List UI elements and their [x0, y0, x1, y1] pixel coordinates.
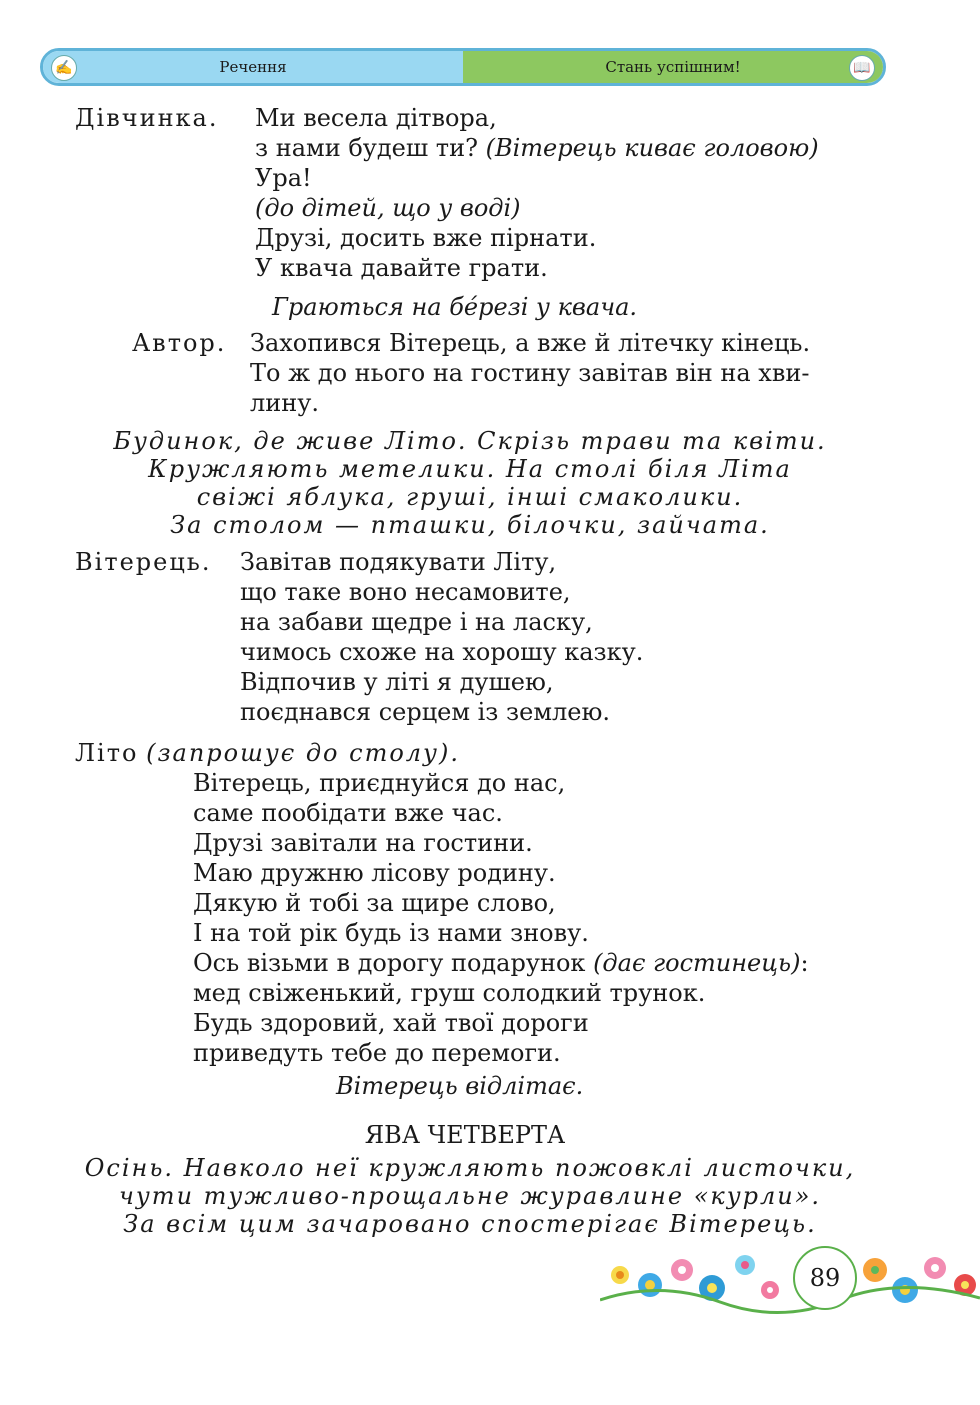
- stage-direction: Граються на бéрезі у квача.: [272, 293, 638, 321]
- pen-icon: ✍: [51, 55, 77, 81]
- speaker-viterets: Вітерець.: [75, 548, 212, 576]
- header-left-label: Речення: [219, 58, 287, 76]
- speaker-lito: Літо: [75, 739, 139, 767]
- speaker-author: Автор.: [132, 329, 227, 357]
- header-section-right: [463, 51, 883, 83]
- setting-line: За всім цим зачаровано спостерігає Вітерець.: [123, 1210, 817, 1238]
- verse-line: Будь здоровий, хай твої дороги: [193, 1009, 589, 1037]
- flower-icon: [735, 1255, 755, 1275]
- flower-icon: [638, 1273, 662, 1297]
- flower-icon: [892, 1277, 918, 1303]
- verse-line: Завітав подякувати Літу,: [240, 548, 557, 576]
- page-number: 89: [793, 1246, 857, 1310]
- verse-line: І на той рік будь із нами знову.: [193, 919, 589, 947]
- verse-line: Ура!: [255, 164, 312, 192]
- flower-icon: [611, 1266, 629, 1284]
- flower-icon: [924, 1257, 946, 1279]
- verse-line: Вітерець, приєднуйся до нас,: [193, 769, 566, 797]
- verse-line: Друзі, досить вже пірнати.: [255, 224, 597, 252]
- setting-line: Будинок, де живе Літо. Скрізь трави та квіти.: [113, 427, 827, 455]
- setting-line: чути тужливо-прощальне журавлине «курли».: [118, 1182, 822, 1210]
- setting-line: Кружляють метелики. На столі біля Літа: [148, 455, 792, 483]
- setting-line: свіжі яблука, груші, інші смаколики.: [196, 483, 744, 511]
- verse-line: що таке воно несамовите,: [240, 578, 571, 606]
- verse-line: То ж до нього на гостину завітав він на хви-: [250, 359, 810, 387]
- verse-line: приведуть тебе до перемоги.: [193, 1039, 561, 1067]
- stage-direction: (запрошує до столу).: [146, 739, 460, 767]
- verse-line: Відпочив у літі я душею,: [240, 668, 554, 696]
- verse-line: на забави щедре і на ласку,: [240, 608, 593, 636]
- verse-line: чимось схоже на хорошу казку.: [240, 638, 644, 666]
- verse-line: Ми весела дітвора,: [255, 104, 497, 132]
- speaker-divchynka: Дівчинка.: [75, 104, 219, 132]
- verse-line: з нами будеш ти? (Вітерець киває головою): [255, 134, 819, 162]
- verse-line: Дякую й тобі за щире слово,: [193, 889, 556, 917]
- act-heading: ЯВА ЧЕТВЕРТА: [364, 1121, 566, 1149]
- verse-line: саме пообідати вже час.: [193, 799, 503, 827]
- header-section-left: [43, 51, 463, 83]
- flower-border-decoration: [600, 1240, 980, 1320]
- flower-icon: [863, 1258, 887, 1282]
- header-right-label: Стань успішним!: [605, 58, 741, 76]
- setting-line: За столом — пташки, білочки, зайчата.: [170, 511, 770, 539]
- stage-direction: Вітерець відлітає.: [336, 1072, 584, 1100]
- verse-line: У квача давайте грати.: [255, 254, 548, 282]
- verse-line: мед свіженький, груш солодкий трунок.: [193, 979, 706, 1007]
- page-header: [40, 48, 886, 86]
- flower-icon: [761, 1281, 779, 1299]
- speaker-lito-line: [75, 738, 460, 768]
- verse-line: Ось візьми в дорогу подарунок (дає гостинець):: [193, 949, 809, 977]
- verse-line: Друзі завітали на гостини.: [193, 829, 533, 857]
- book-icon: 📖: [849, 55, 875, 81]
- flower-icon: [671, 1259, 693, 1281]
- verse-line: поєднався серцем із землею.: [240, 698, 610, 726]
- verse-line: Маю дружню лісову родину.: [193, 859, 556, 887]
- verse-line: лину.: [250, 389, 319, 417]
- stage-direction: (до дітей, що у воді): [255, 194, 521, 222]
- setting-line: Осінь. Навколо неї кружляють пожовклі листочки,: [84, 1154, 856, 1182]
- verse-line: Захопився Вітерець, а вже й літечку кінець.: [250, 329, 811, 357]
